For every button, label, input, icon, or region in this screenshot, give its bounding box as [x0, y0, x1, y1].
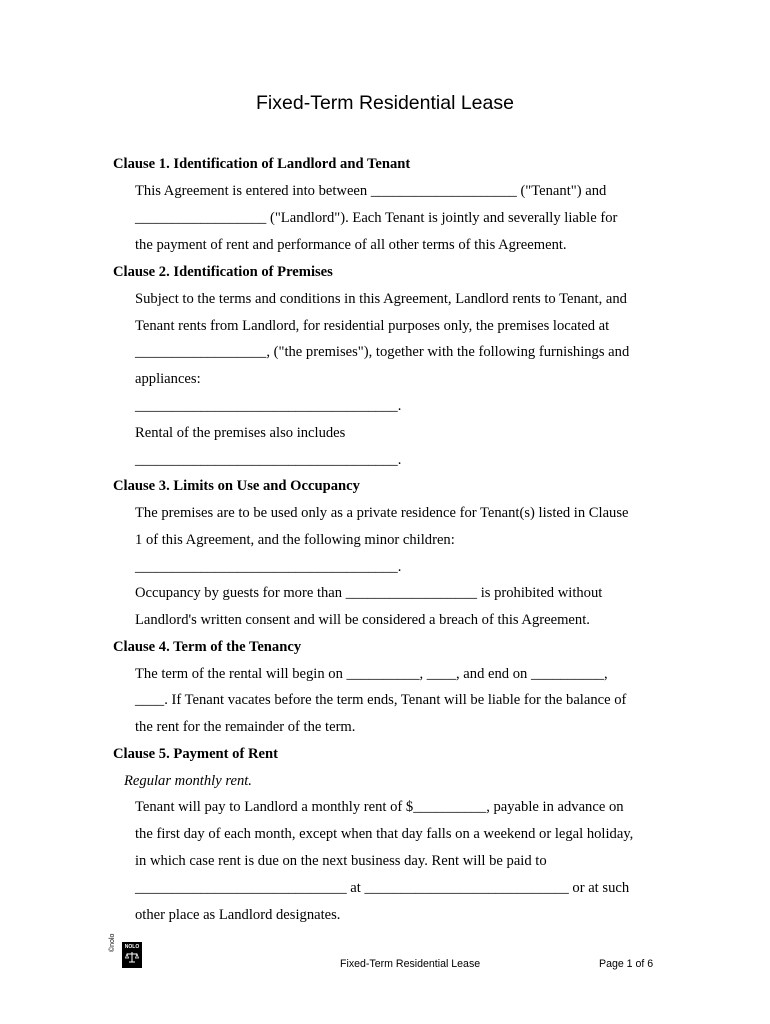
clause-2-line-3: __________________, ("the premises"), together with the following furnishings and — [135, 344, 630, 360]
clause-2-line-2: Tenant rents from Landlord, for residential purposes only, the premises located at — [135, 318, 610, 334]
clause-5-subheading: Regular monthly rent. — [124, 773, 252, 789]
clause-5-line-3: in which case rent is due on the next business day. Rent will be paid to — [135, 853, 547, 869]
clause-3-line-3: ____________________________________. — [135, 559, 402, 575]
clause-2-heading: Clause 2. Identification of Premises — [113, 264, 333, 280]
clause-1-line-2: __________________ ("Landlord"). Each Tenant is jointly and severally liable for — [135, 210, 618, 226]
clause-5-line-5: other place as Landlord designates. — [135, 907, 341, 923]
clause-4-line-1: The term of the rental will begin on __________, ____, and end on __________, — [135, 666, 608, 682]
clause-2-line-4: appliances: — [135, 371, 201, 387]
footer-document-title: Fixed-Term Residential Lease — [340, 958, 481, 970]
clause-5-heading: Clause 5. Payment of Rent — [113, 746, 278, 762]
nolo-logo-label: NOLO — [124, 944, 140, 950]
clause-3-line-4: Occupancy by guests for more than __________________ is prohibited without — [135, 585, 603, 601]
clause-5-line-1: Tenant will pay to Landlord a monthly rent of $__________, payable in advance on — [135, 799, 624, 815]
clause-4-heading: Clause 4. Term of the Tenancy — [113, 639, 302, 655]
clause-3-line-1: The premises are to be used only as a private residence for Tenant(s) listed in Clause — [135, 505, 629, 521]
footer-page-number: Page 1 of 6 — [599, 958, 654, 970]
nolo-copyright-text: ©nolo — [109, 933, 116, 952]
clause-1-line-3: the payment of rent and performance of all other terms of this Agreement. — [135, 237, 567, 253]
clause-3-line-2: 1 of this Agreement, and the following minor children: — [135, 532, 455, 548]
clause-2-line-6: Rental of the premises also includes — [135, 425, 346, 441]
clause-3-line-5: Landlord's written consent and will be considered a breach of this Agreement. — [135, 612, 590, 628]
clause-5-line-4: _____________________________ at ____________________________ or at such — [135, 880, 630, 896]
clause-4-line-3: the rent for the remainder of the term. — [135, 719, 356, 735]
scales-of-justice-icon — [125, 951, 139, 963]
document-title: Fixed-Term Residential Lease — [256, 92, 514, 114]
clause-2-line-1: Subject to the terms and conditions in this Agreement, Landlord rents to Tenant, and — [135, 291, 627, 307]
clause-2-line-7: ____________________________________. — [135, 452, 402, 468]
clause-1-heading: Clause 1. Identification of Landlord and Tenant — [113, 156, 411, 172]
nolo-logo-box — [122, 942, 142, 968]
nolo-logo — [109, 933, 144, 976]
clause-5-line-2: the first day of each month, except when that day falls on a weekend or legal holiday, — [135, 826, 634, 842]
clause-4-line-2: ____. If Tenant vacates before the term ends, Tenant will be liable for the balance of — [135, 692, 627, 708]
clause-3-heading: Clause 3. Limits on Use and Occupancy — [113, 478, 360, 494]
clause-1-line-1: This Agreement is entered into between ____________________ ("Tenant") and — [135, 183, 607, 199]
clause-2-line-5: ____________________________________. — [135, 398, 402, 414]
